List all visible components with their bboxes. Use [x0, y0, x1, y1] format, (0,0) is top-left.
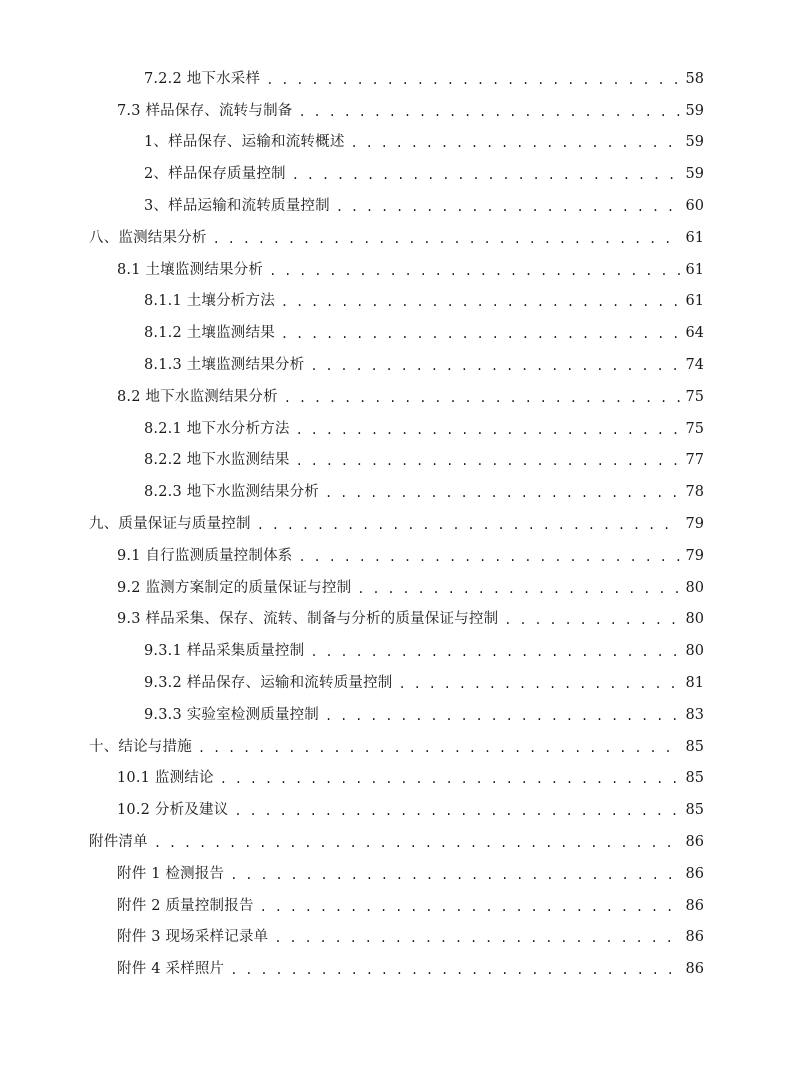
toc-entry-label: 9.3 样品采集、保存、流转、制备与分析的质量保证与控制 [117, 611, 499, 628]
toc-entry-page-number: 79 [685, 547, 704, 564]
toc-entry-label: 9.3.2 样品保存、运输和流转质量控制 [144, 675, 393, 692]
toc-entry[interactable] [0, 540, 799, 572]
toc-entry[interactable] [0, 349, 799, 381]
toc-entry[interactable] [0, 63, 799, 95]
toc-entry[interactable] [0, 890, 799, 922]
toc-entry[interactable] [0, 222, 799, 254]
toc-entry-label: 8.1.3 土壤监测结果分析 [144, 357, 305, 374]
toc-entry[interactable] [0, 635, 799, 667]
toc-entry-label: 8.2.3 地下水监测结果分析 [144, 484, 320, 501]
toc-entry-label: 8.1 土壤监测结果分析 [117, 261, 264, 278]
toc-leader-dots [399, 674, 680, 694]
toc-entry[interactable] [0, 667, 799, 699]
toc-entry-label: 八、监测结果分析 [89, 229, 207, 246]
toc-entry-page-number: 86 [685, 929, 704, 946]
toc-leader-dots [504, 610, 679, 630]
toc-entry-page-number: 83 [685, 706, 704, 723]
toc-entry-page-number: 61 [685, 229, 704, 246]
toc-entry[interactable] [0, 826, 799, 858]
toc-leader-dots [220, 769, 680, 789]
toc-leader-dots [325, 706, 680, 726]
toc-entry[interactable] [0, 286, 799, 318]
toc-leader-dots [298, 102, 679, 122]
toc-entry-page-number: 86 [685, 865, 704, 882]
toc-entry[interactable] [0, 763, 799, 795]
table-of-contents [0, 63, 799, 985]
toc-leader-dots [298, 547, 679, 567]
toc-leader-dots [281, 292, 680, 312]
toc-entry-page-number: 86 [685, 834, 704, 851]
toc-entry-page-number: 85 [685, 738, 704, 755]
toc-leader-dots [234, 801, 679, 821]
toc-entry-page-number: 75 [685, 420, 704, 437]
toc-entry[interactable] [0, 190, 799, 222]
toc-entry-label: 九、质量保证与质量控制 [89, 516, 251, 533]
toc-entry[interactable] [0, 254, 799, 286]
toc-leader-dots [310, 642, 679, 662]
toc-entry-page-number: 60 [685, 198, 704, 215]
toc-entry-page-number: 85 [685, 802, 704, 819]
toc-entry-page-number: 80 [685, 579, 704, 596]
toc-entry-label: 9.2 监测方案制定的质量保证与控制 [117, 579, 352, 596]
toc-entry[interactable] [0, 858, 799, 890]
toc-entry[interactable] [0, 381, 799, 413]
toc-entry-page-number: 80 [685, 611, 704, 628]
toc-entry-page-number: 61 [685, 293, 704, 310]
toc-entry-label: 10.2 分析及建议 [117, 802, 229, 819]
toc-leader-dots [310, 356, 679, 376]
toc-leader-dots [292, 165, 680, 185]
toc-leader-dots [351, 133, 680, 153]
toc-entry[interactable] [0, 95, 799, 127]
toc-entry-label: 8.2 地下水监测结果分析 [117, 388, 278, 405]
toc-entry[interactable] [0, 413, 799, 445]
toc-entry[interactable] [0, 317, 799, 349]
toc-entry-label: 8.1.2 土壤监测结果 [144, 325, 275, 342]
toc-entry[interactable] [0, 922, 799, 954]
toc-entry-page-number: 86 [685, 897, 704, 914]
toc-entry-page-number: 59 [685, 134, 704, 151]
toc-entry-page-number: 81 [685, 675, 704, 692]
toc-leader-dots [266, 70, 679, 90]
toc-entry-page-number: 61 [685, 261, 704, 278]
toc-entry-page-number: 59 [685, 166, 704, 183]
toc-entry-page-number: 86 [685, 961, 704, 978]
toc-entry-label: 9.3.1 样品采集质量控制 [144, 643, 305, 660]
toc-entry-page-number: 74 [685, 357, 704, 374]
toc-leader-dots [274, 928, 679, 948]
toc-entry-page-number: 79 [685, 516, 704, 533]
toc-leader-dots [260, 897, 680, 917]
toc-leader-dots [336, 197, 680, 217]
toc-entry-label: 8.2.2 地下水监测结果 [144, 452, 290, 469]
toc-entry-page-number: 78 [685, 484, 704, 501]
toc-entry[interactable] [0, 572, 799, 604]
toc-entry-page-number: 58 [685, 70, 704, 87]
toc-entry-label: 十、结论与措施 [89, 738, 192, 755]
toc-entry-label: 9.3.3 实验室检测质量控制 [144, 706, 320, 723]
toc-leader-dots [230, 865, 679, 885]
toc-entry[interactable] [0, 476, 799, 508]
toc-entry-page-number: 80 [685, 643, 704, 660]
toc-entry-label: 3、样品运输和流转质量控制 [144, 198, 330, 215]
toc-leader-dots [198, 738, 680, 758]
toc-entry[interactable] [0, 445, 799, 477]
toc-leader-dots [296, 451, 680, 471]
toc-leader-dots [213, 229, 680, 249]
toc-entry-label: 10.1 监测结论 [117, 770, 214, 787]
toc-entry-label: 7.2.2 地下水采样 [144, 70, 261, 87]
toc-entry-label: 附件 1 检测报告 [117, 865, 225, 882]
toc-entry[interactable] [0, 158, 799, 190]
toc-entry-label: 附件 3 现场采样记录单 [117, 929, 269, 946]
toc-entry[interactable] [0, 794, 799, 826]
toc-entry[interactable] [0, 953, 799, 985]
toc-entry-page-number: 75 [685, 388, 704, 405]
toc-entry-label: 附件 4 采样照片 [117, 961, 225, 978]
toc-leader-dots [296, 420, 680, 440]
toc-entry-label: 附件 2 质量控制报告 [117, 897, 254, 914]
toc-leader-dots [281, 324, 680, 344]
toc-entry[interactable] [0, 127, 799, 159]
toc-leader-dots [154, 833, 680, 853]
toc-entry-label: 8.2.1 地下水分析方法 [144, 420, 290, 437]
toc-entry-label: 2、样品保存质量控制 [144, 166, 286, 183]
toc-leader-dots [357, 579, 679, 599]
toc-entry-label: 7.3 样品保存、流转与制备 [117, 102, 293, 119]
toc-leader-dots [269, 261, 679, 281]
toc-leader-dots [325, 483, 680, 503]
toc-entry[interactable] [0, 731, 799, 763]
toc-leader-dots [284, 388, 680, 408]
toc-entry[interactable] [0, 508, 799, 540]
toc-entry-page-number: 85 [685, 770, 704, 787]
toc-leader-dots [230, 960, 679, 980]
toc-entry-label: 附件清单 [89, 834, 148, 851]
toc-entry-page-number: 77 [685, 452, 704, 469]
toc-leader-dots [257, 515, 680, 535]
toc-entry[interactable] [0, 604, 799, 636]
toc-entry-label: 8.1.1 土壤分析方法 [144, 293, 275, 310]
toc-entry-page-number: 59 [685, 102, 704, 119]
toc-entry-page-number: 64 [685, 325, 704, 342]
toc-entry-label: 9.1 自行监测质量控制体系 [117, 547, 293, 564]
toc-entry[interactable] [0, 699, 799, 731]
toc-entry-label: 1、样品保存、运输和流转概述 [144, 134, 345, 151]
